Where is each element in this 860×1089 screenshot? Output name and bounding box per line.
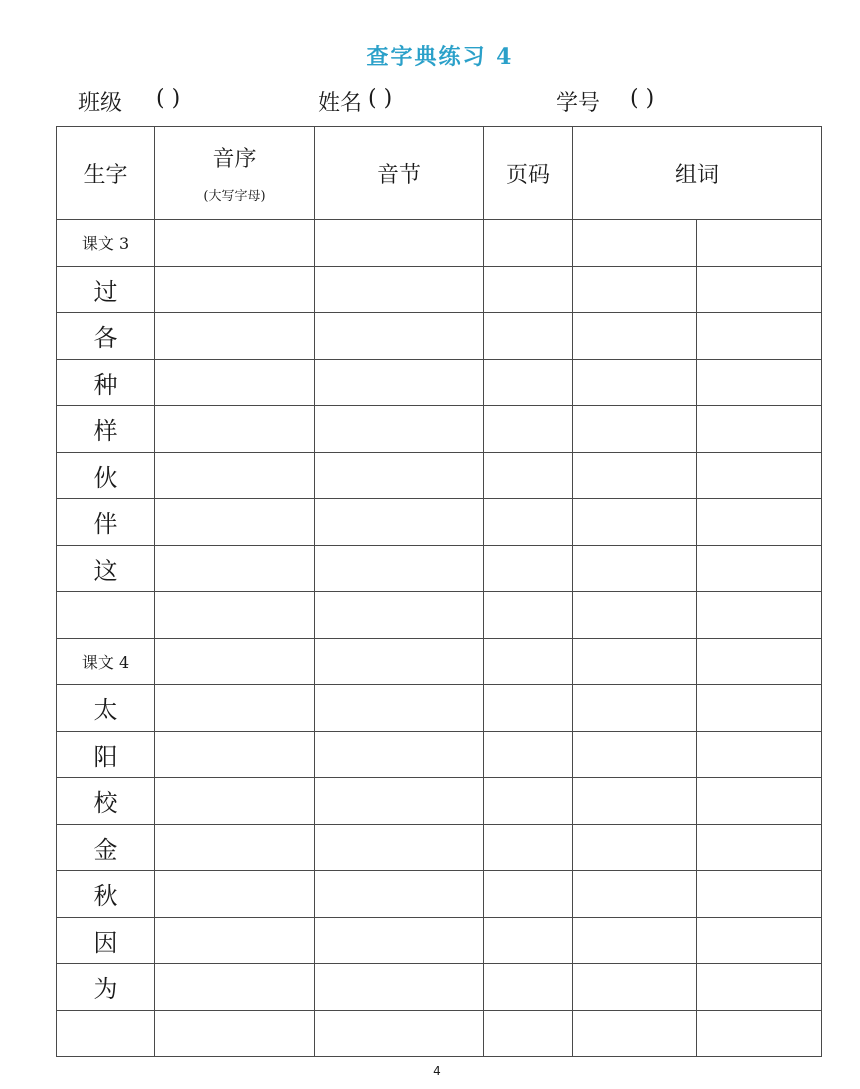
table-row: [57, 964, 822, 1011]
table-header-row: [57, 127, 822, 220]
page-cell[interactable]: [484, 1010, 573, 1057]
word-cell-1[interactable]: [573, 359, 697, 406]
syllable-cell[interactable]: [315, 220, 484, 267]
page-cell[interactable]: [484, 359, 573, 406]
table-row: [57, 917, 822, 964]
word-cell-1[interactable]: [573, 220, 697, 267]
word-cell-1[interactable]: [573, 778, 697, 825]
syllable-cell[interactable]: [315, 499, 484, 546]
blank-char-cell[interactable]: [57, 1010, 155, 1057]
page-cell[interactable]: [484, 313, 573, 360]
word-cell-2[interactable]: [697, 499, 822, 546]
student-number-blank[interactable]: ( ): [630, 86, 655, 111]
student-number-label: 学号: [556, 91, 601, 116]
syllable-cell[interactable]: [315, 1010, 484, 1057]
syllable-cell[interactable]: [315, 406, 484, 453]
table-row: [57, 871, 822, 918]
order-cell[interactable]: [155, 452, 315, 499]
header-order: [155, 127, 315, 220]
syllable-cell[interactable]: [315, 917, 484, 964]
page-cell[interactable]: [484, 266, 573, 313]
lesson-label: 课文 3: [57, 220, 155, 267]
char-cell: 阳: [57, 731, 155, 778]
word-cell-2[interactable]: [697, 871, 822, 918]
word-cell-2[interactable]: [697, 452, 822, 499]
word-cell-1[interactable]: [573, 1010, 697, 1057]
table-row: [57, 778, 822, 825]
char-cell: 过: [57, 266, 155, 313]
word-cell-1[interactable]: [573, 592, 697, 639]
order-cell[interactable]: [155, 266, 315, 313]
page-cell[interactable]: [484, 499, 573, 546]
syllable-cell[interactable]: [315, 592, 484, 639]
char-cell: 为: [57, 964, 155, 1011]
order-cell[interactable]: [155, 824, 315, 871]
syllable-cell[interactable]: [315, 964, 484, 1011]
word-cell-2[interactable]: [697, 313, 822, 360]
order-cell[interactable]: [155, 592, 315, 639]
word-cell-2[interactable]: [697, 220, 822, 267]
word-cell-1[interactable]: [573, 313, 697, 360]
order-cell[interactable]: [155, 545, 315, 592]
page-cell[interactable]: [484, 917, 573, 964]
word-cell-1[interactable]: [573, 266, 697, 313]
table-row: [57, 406, 822, 453]
char-cell: 这: [57, 545, 155, 592]
order-cell[interactable]: [155, 499, 315, 546]
header-order-note: (大写字母): [203, 189, 266, 204]
page-cell[interactable]: [484, 731, 573, 778]
char-cell: 种: [57, 359, 155, 406]
name-label: 姓名: [318, 91, 363, 116]
table-row: [57, 266, 822, 313]
page-cell[interactable]: [484, 964, 573, 1011]
header-syllable: 音节: [315, 127, 484, 220]
page-cell[interactable]: [484, 452, 573, 499]
char-cell: 伙: [57, 452, 155, 499]
page-title: 查字典练习 4: [366, 44, 514, 70]
char-cell: 太: [57, 685, 155, 732]
char-cell: 各: [57, 313, 155, 360]
word-cell-1[interactable]: [573, 917, 697, 964]
page-cell[interactable]: [484, 592, 573, 639]
syllable-cell[interactable]: [315, 452, 484, 499]
page-cell[interactable]: [484, 220, 573, 267]
table-row: [57, 824, 822, 871]
syllable-cell[interactable]: [315, 545, 484, 592]
table-row: [57, 592, 822, 639]
order-cell[interactable]: [155, 778, 315, 825]
word-cell-2[interactable]: [697, 1010, 822, 1057]
table-row: [57, 1010, 822, 1057]
order-cell[interactable]: [155, 220, 315, 267]
order-cell[interactable]: [155, 406, 315, 453]
word-cell-2[interactable]: [697, 359, 822, 406]
syllable-cell[interactable]: [315, 824, 484, 871]
header-words: 组词: [573, 127, 822, 220]
word-cell-1[interactable]: [573, 731, 697, 778]
order-cell[interactable]: [155, 871, 315, 918]
page-number: 4: [433, 1064, 441, 1078]
page-cell[interactable]: [484, 685, 573, 732]
word-cell-2[interactable]: [697, 545, 822, 592]
word-cell-2[interactable]: [697, 266, 822, 313]
word-cell-1[interactable]: [573, 452, 697, 499]
page-cell[interactable]: [484, 824, 573, 871]
dictionary-practice-table: [56, 126, 822, 1057]
syllable-cell[interactable]: [315, 313, 484, 360]
word-cell-1[interactable]: [573, 871, 697, 918]
page-cell[interactable]: [484, 778, 573, 825]
char-cell: 样: [57, 406, 155, 453]
order-cell[interactable]: [155, 731, 315, 778]
word-cell-2[interactable]: [697, 778, 822, 825]
order-cell[interactable]: [155, 917, 315, 964]
syllable-cell[interactable]: [315, 359, 484, 406]
page-cell[interactable]: [484, 871, 573, 918]
header-page: 页码: [484, 127, 573, 220]
word-cell-1[interactable]: [573, 499, 697, 546]
order-cell[interactable]: [155, 1010, 315, 1057]
page-cell[interactable]: [484, 406, 573, 453]
table-row: [57, 545, 822, 592]
order-cell[interactable]: [155, 359, 315, 406]
syllable-cell[interactable]: [315, 778, 484, 825]
syllable-cell[interactable]: [315, 871, 484, 918]
blank-char-cell[interactable]: [57, 592, 155, 639]
name-blank[interactable]: ( ): [368, 86, 393, 111]
order-cell[interactable]: [155, 313, 315, 360]
order-cell[interactable]: [155, 638, 315, 685]
page-cell[interactable]: [484, 545, 573, 592]
order-cell[interactable]: [155, 964, 315, 1011]
char-cell: 金: [57, 824, 155, 871]
word-cell-2[interactable]: [697, 406, 822, 453]
char-cell: 秋: [57, 871, 155, 918]
lesson-label: 课文 4: [57, 638, 155, 685]
word-cell-2[interactable]: [697, 638, 822, 685]
word-cell-1[interactable]: [573, 406, 697, 453]
word-cell-2[interactable]: [697, 592, 822, 639]
word-cell-1[interactable]: [573, 545, 697, 592]
word-cell-2[interactable]: [697, 964, 822, 1011]
student-info-line: [78, 86, 818, 118]
word-cell-2[interactable]: [697, 824, 822, 871]
word-cell-1[interactable]: [573, 685, 697, 732]
syllable-cell[interactable]: [315, 731, 484, 778]
table-row: [57, 220, 822, 267]
word-cell-2[interactable]: [697, 917, 822, 964]
header-char: 生字: [57, 127, 155, 220]
page-cell[interactable]: [484, 638, 573, 685]
word-cell-2[interactable]: [697, 685, 822, 732]
table-row: [57, 313, 822, 360]
char-cell: 校: [57, 778, 155, 825]
word-cell-1[interactable]: [573, 964, 697, 1011]
char-cell: 伴: [57, 499, 155, 546]
table-row: [57, 731, 822, 778]
word-cell-1[interactable]: [573, 824, 697, 871]
class-blank[interactable]: ( ): [156, 86, 181, 111]
word-cell-2[interactable]: [697, 731, 822, 778]
class-label: 班级: [78, 91, 123, 116]
table-row: [57, 685, 822, 732]
syllable-cell[interactable]: [315, 266, 484, 313]
table-row: [57, 452, 822, 499]
header-order-label: 音序: [212, 147, 257, 172]
char-cell: 因: [57, 917, 155, 964]
order-cell[interactable]: [155, 685, 315, 732]
syllable-cell[interactable]: [315, 638, 484, 685]
table-row: [57, 359, 822, 406]
syllable-cell[interactable]: [315, 685, 484, 732]
table-row: [57, 499, 822, 546]
word-cell-1[interactable]: [573, 638, 697, 685]
table-body: [57, 220, 822, 1057]
table-row: [57, 638, 822, 685]
